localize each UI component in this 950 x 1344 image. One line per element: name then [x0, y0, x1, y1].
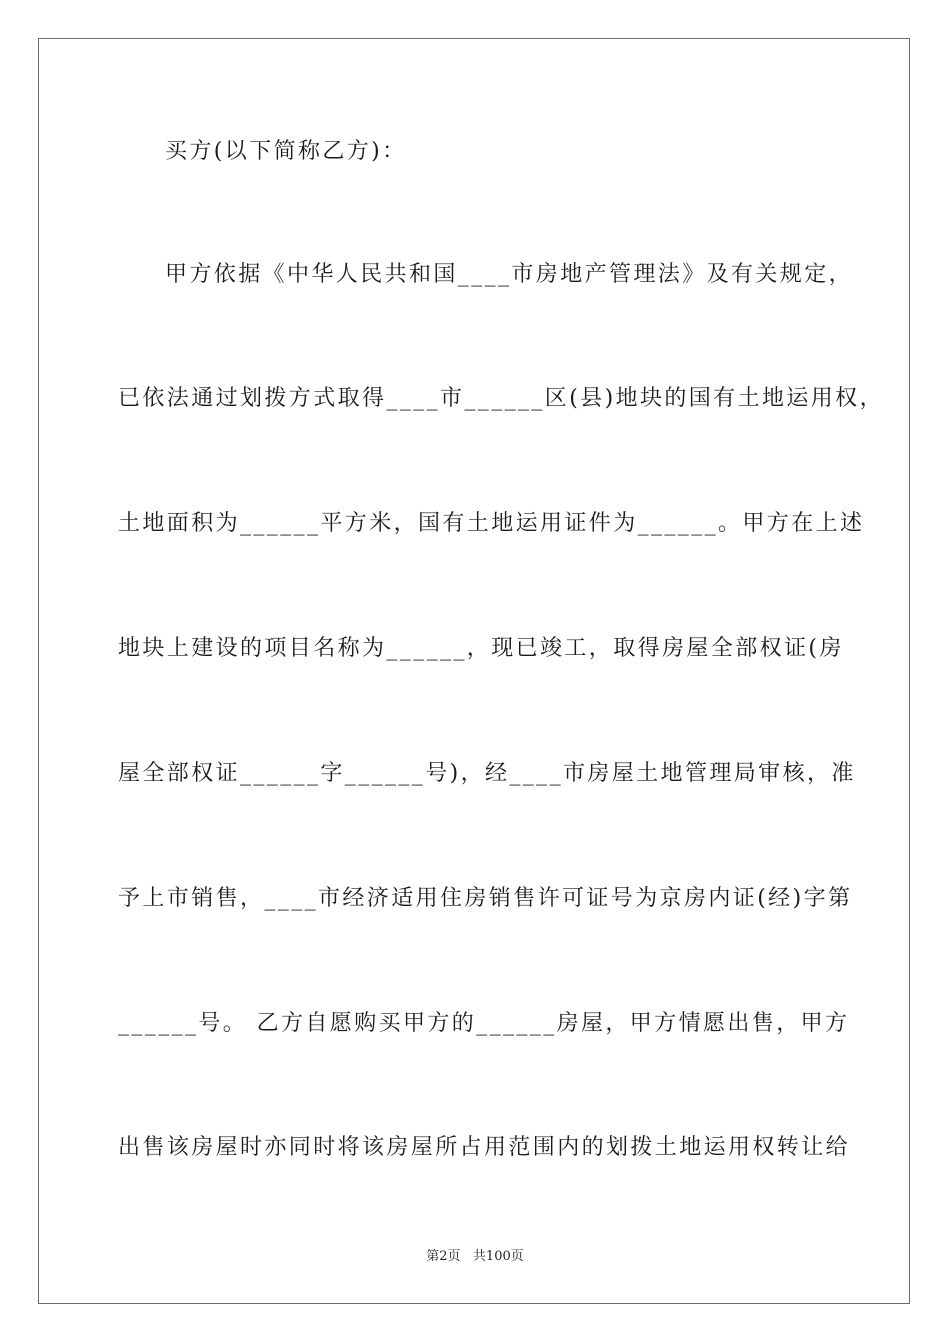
text-line-6: 屋全部权证______字______号)，经____市房屋土地管理局审核，准 [118, 761, 856, 786]
text-line-4: 土地面积为______平方米，国有土地运用证件为______。甲方在上述 [118, 511, 865, 536]
page-number-footer: 第2页 共100页 [426, 1249, 524, 1264]
text-line-8: ______号。 乙方自愿购买甲方的______房屋，甲方情愿出售，甲方 [118, 1011, 850, 1036]
text-line-5: 地块上建设的项目名称为______，现已竣工，取得房屋全部权证(房 [118, 636, 844, 661]
text-line-2: 甲方依据《中华人民共和国____市房地产管理法》及有关规定， [165, 262, 854, 287]
text-line-buyer: 买方(以下简称乙方)： [165, 139, 407, 164]
text-line-9: 出售该房屋时亦同时将该房屋所占用范围内的划拨土地运用权转让给 [118, 1135, 851, 1160]
page-border [38, 38, 910, 1304]
text-line-3: 已依法通过划拨方式取得____市______区(县)地块的国有土地运用权， [118, 386, 884, 411]
text-line-7: 予上市销售，____市经济适用住房销售许可证号为京房内证(经)字第 [118, 886, 853, 911]
